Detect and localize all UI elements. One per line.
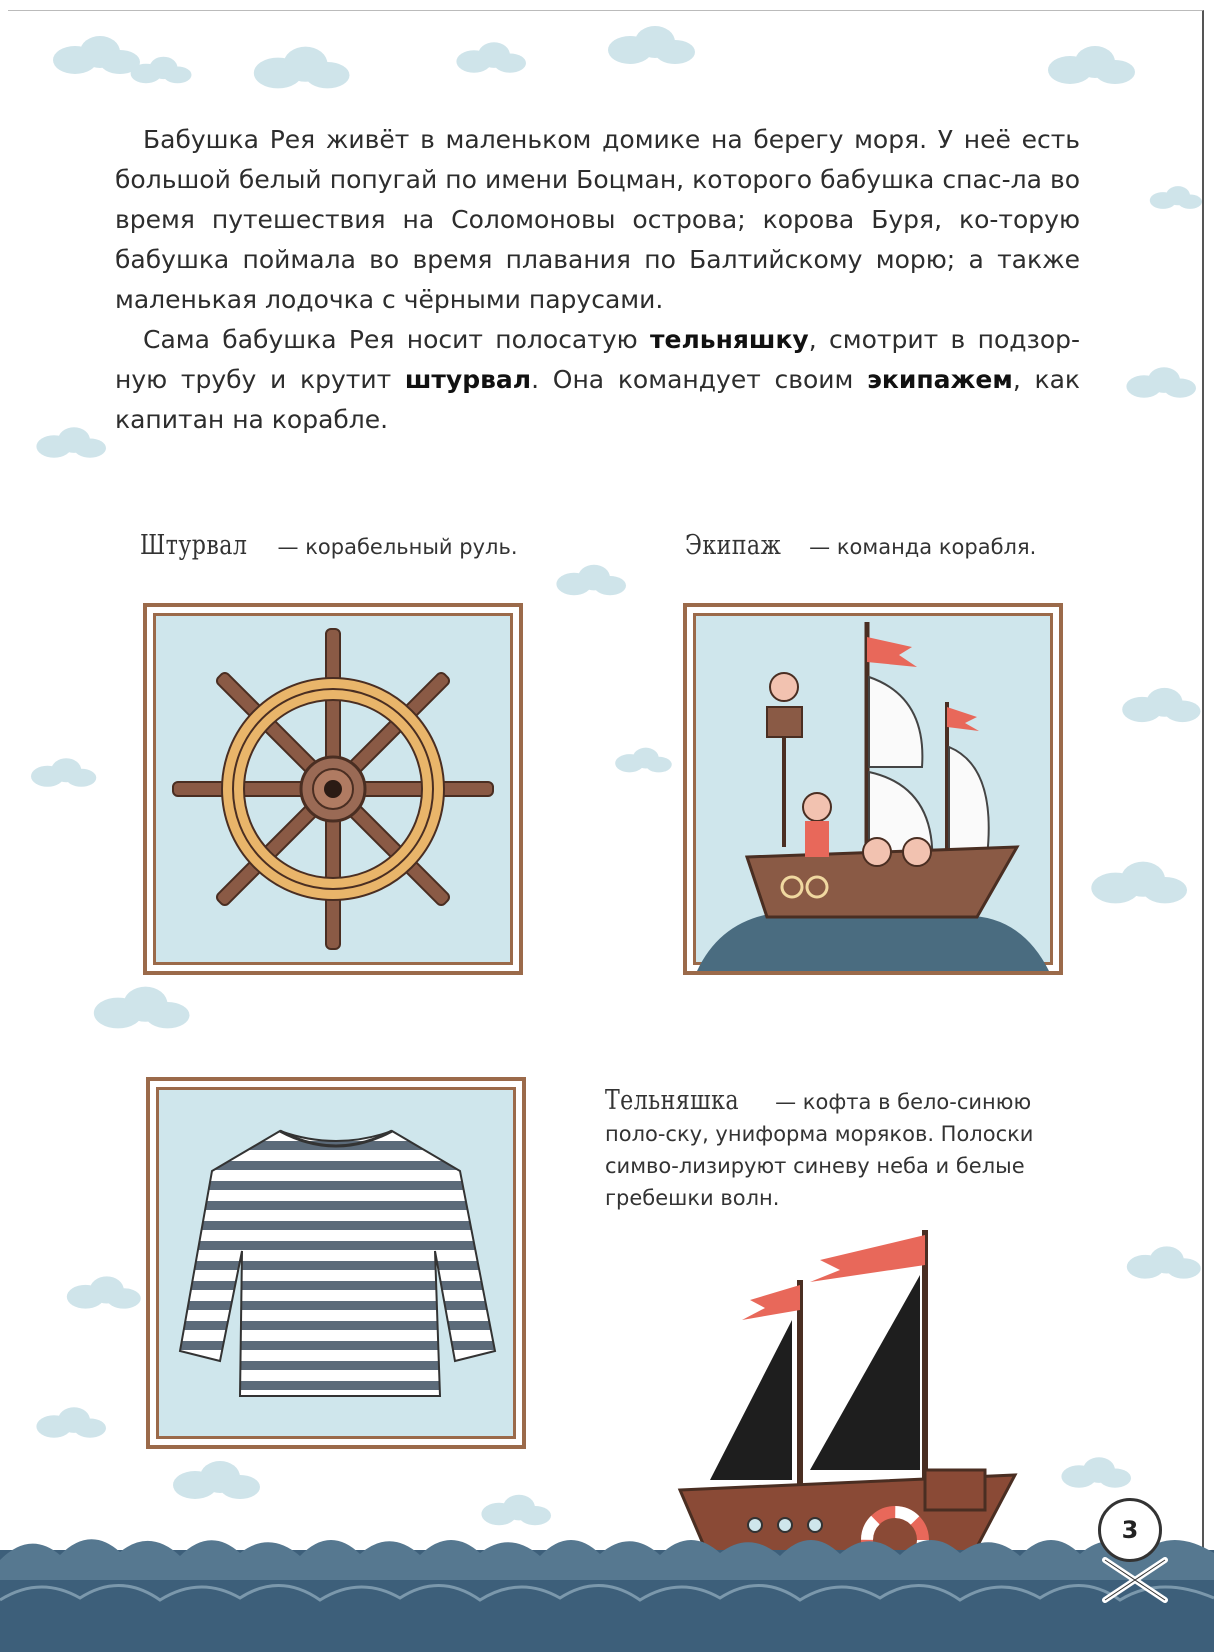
black-sail-boat-icon [670,1220,1030,1570]
skull-crossbones-icon [1100,1555,1170,1605]
intro-paragraph-1: Бабушка Рея живёт в маленьком домике на берегу моря. У неё есть большой белый попугай по имени Боцман, которого бабушка спас-ла во время путешествия на Соломоновы острова; корова Буря, ко-торую бабушка поймала во время плавания по Балтийскому морю; а также маленькая лодочка с чёрными парусами. [115,125,1080,314]
term-highlight: экипажем [867,365,1013,394]
shturval-caption [140,530,518,561]
cloud-icon [1115,680,1205,730]
term-definition: — кофта в бело-синюю поло-ску, униформа моряков. Полоски симво-лизируют синеву неба и белые гребешки волн. [605,1090,1034,1210]
cloud-icon [550,560,630,600]
cloud-icon [240,40,360,95]
cloud-icon [25,750,100,795]
term-word: Тельняшка [605,1085,740,1116]
term-word: Экипаж [685,530,782,561]
cloud-icon [1120,360,1200,405]
shirt-illustration-frame [146,1077,526,1449]
term-highlight: штурвал [404,365,532,394]
cloud-icon [1035,40,1145,90]
cloud-icon [450,35,530,80]
cloud-icon [60,1270,145,1315]
cloud-icon [610,740,675,780]
intro-paragraph-2: Сама бабушка Рея носит полосатую тельняшку, смотрит в подзор-ную трубу и крутит штурвал. Она командует своим экипажем, как капитан на корабле. [115,325,1080,434]
sailing-ship-crew-icon [687,607,1059,971]
term-definition: — корабельный руль. [270,535,518,559]
term-definition: — команда корабля. [802,535,1037,559]
wheel-illustration-frame [143,603,523,975]
cloud-icon [80,980,200,1035]
cloud-icon [30,420,110,465]
striped-shirt-icon [150,1081,522,1445]
cloud-icon [1075,855,1200,910]
telnyashka-definition [605,1085,1080,1214]
crew-illustration-frame [683,603,1063,975]
term-highlight: тельняшку [650,325,809,354]
cloud-icon [1145,175,1205,220]
cloud-icon [1055,1450,1135,1495]
cloud-icon [1120,1240,1205,1285]
sea-waves [0,1520,1214,1652]
ekipazh-caption [685,530,1036,561]
cloud-icon [600,20,700,70]
term-word: Штурвал [140,530,248,561]
ship-wheel-icon [147,607,519,971]
cloud-icon [125,50,195,90]
page-number: 3 [1098,1498,1162,1562]
intro-text [115,120,1080,440]
cloud-icon [30,1400,110,1445]
cloud-icon [165,1455,265,1505]
